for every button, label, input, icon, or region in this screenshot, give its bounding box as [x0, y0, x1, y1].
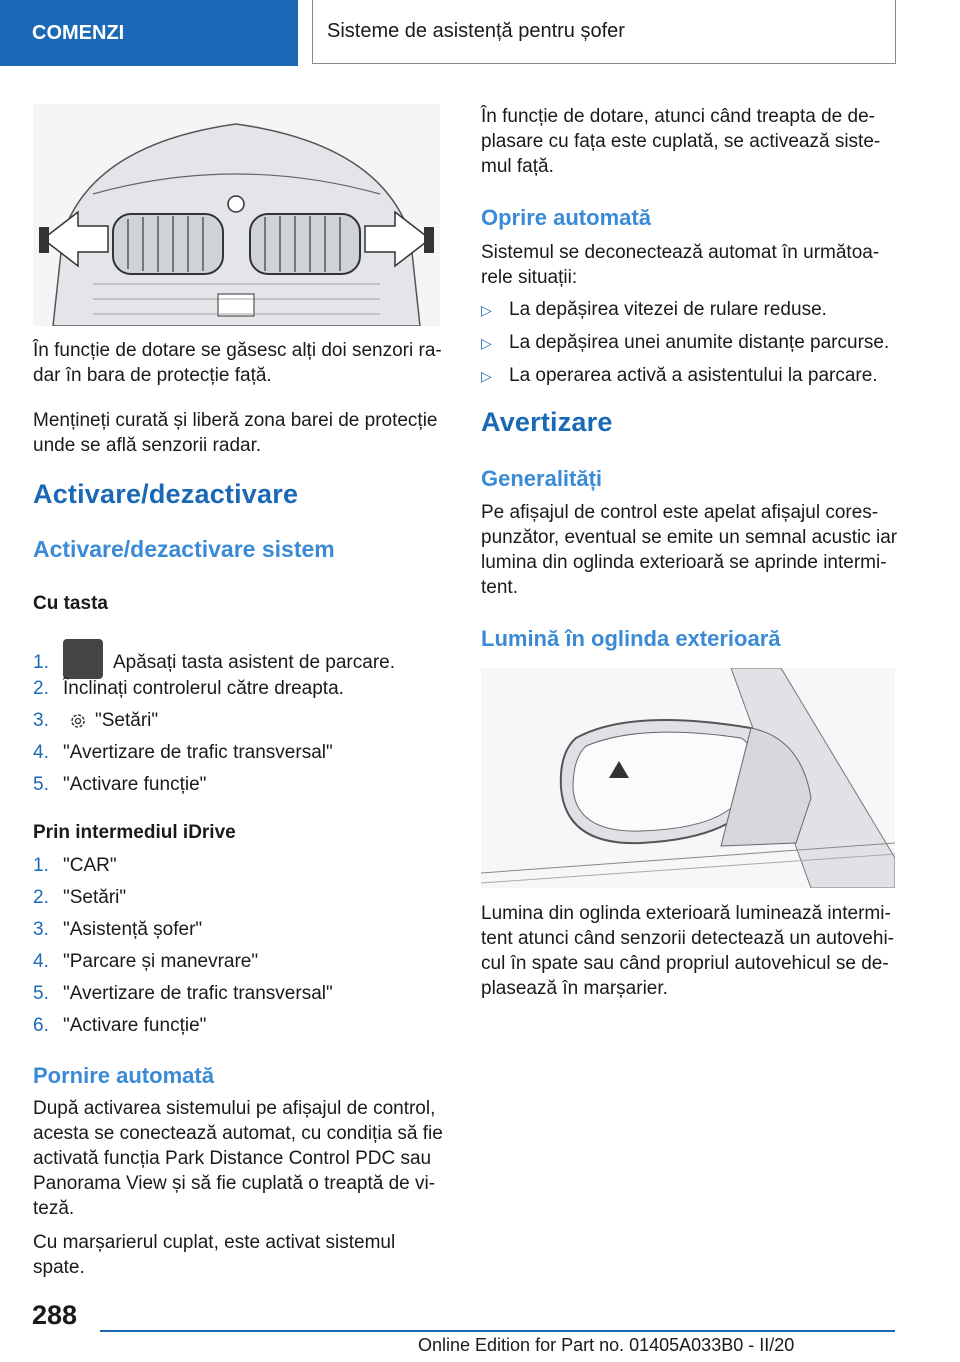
step-text: "Avertizare de trafic transversal" — [63, 742, 333, 763]
step-text: "Asistență șofer" — [63, 919, 203, 940]
heading-oprire: Oprire automată — [481, 205, 651, 230]
heading-lumina: Lumină în oglinda exterioară — [481, 626, 781, 651]
paragraph-line: punzător, eventual se emite un semnal acustic iar — [481, 527, 898, 548]
list-item — [33, 917, 202, 942]
list-item — [33, 772, 206, 797]
step-text: Înclinați controlerul către dreapta. — [63, 678, 344, 699]
paragraph-line: plasează în marșarier. — [481, 978, 668, 999]
step-text: "Activare funcție" — [63, 774, 207, 795]
step-text: "Setări" — [95, 710, 159, 731]
heading-pornire: Pornire automată — [33, 1063, 214, 1088]
step-text: "Setări" — [63, 887, 127, 908]
bullet-text: La operarea activă a asistentului la parcare. — [509, 365, 878, 386]
heading-activare: Activare/dezactivare — [33, 479, 299, 509]
bullet-item — [481, 330, 889, 356]
paragraph-line: teză. — [33, 1198, 75, 1219]
step-number: 3. — [33, 919, 49, 940]
heading-generalitati: Generalități — [481, 466, 603, 491]
paragraph-line: Pe afișajul de control este apelat afișajul cores- — [481, 502, 879, 523]
step-number: 4. — [33, 951, 49, 972]
list-item — [33, 676, 344, 701]
footer-divider — [100, 1330, 895, 1332]
step-text: "Parcare și manevrare" — [63, 951, 259, 972]
step-text: "Avertizare de trafic transversal" — [63, 983, 333, 1004]
page-number: 288 — [32, 1300, 78, 1330]
step-number: 2. — [33, 678, 49, 699]
paragraph-line: acesta se conectează automat, cu condiția să fie — [33, 1123, 443, 1144]
paragraph-line: cul în spate sau când propriul autovehicul se de- — [481, 953, 889, 974]
side-mirror-image — [481, 668, 895, 888]
heading-cu-tasta: Cu tasta — [33, 593, 108, 614]
paragraph: Mențineți curată și liberă zona barei de protecție — [33, 410, 438, 431]
paragraph-line: lumina din oglinda exterioară se aprinde intermi- — [481, 552, 887, 573]
edition-text: Online Edition for Part no. 01405A033B0 - II/20 — [418, 1335, 795, 1355]
section-tab — [0, 0, 298, 66]
chapter-title: Sisteme de asistență pentru șofer — [327, 20, 625, 42]
park-assist-button-icon — [63, 639, 103, 679]
step-number: 6. — [33, 1015, 49, 1036]
car-front-sensors-image — [33, 104, 440, 326]
paragraph-line: plasare cu fața este cuplată, se activează siste- — [481, 131, 881, 152]
list-item — [33, 708, 158, 733]
list-item — [33, 885, 126, 910]
paragraph-line: Cu marșarierul cuplat, este activat sistemul — [33, 1232, 396, 1253]
side-mirror-illustration — [481, 668, 895, 888]
paragraph-line: În funcție de dotare, atunci când treapta de de- — [481, 106, 875, 127]
step-number: 2. — [33, 887, 49, 908]
section-title: COMENZI — [32, 21, 125, 44]
paragraph-line: tent. — [481, 577, 518, 598]
paragraph: În funcție de dotare se găsesc alți doi senzori ra- — [33, 340, 442, 361]
list-item — [33, 740, 333, 765]
paragraph: unde se află senzorii radar. — [33, 435, 262, 456]
step-text: "Activare funcție" — [63, 1015, 207, 1036]
paragraph-line: activată funcția Park Distance Control PDC sau — [33, 1148, 432, 1169]
paragraph-line: tent atunci când senzorii detectează un autovehi- — [481, 928, 894, 949]
step-number: 3. — [33, 710, 49, 731]
list-item — [33, 981, 333, 1006]
heading-idrive: Prin intermediul iDrive — [33, 822, 236, 843]
list-item — [33, 1013, 206, 1038]
step-number: 5. — [33, 983, 49, 1004]
step-number: 1. — [33, 855, 49, 876]
step-text: "CAR" — [63, 855, 117, 876]
step-number: 1. — [33, 652, 49, 674]
paragraph-line: Panorama View și să fie cuplată o treaptă de vi- — [33, 1173, 436, 1194]
bullet-triangle-icon: ▷ — [481, 302, 492, 318]
paragraph-line: Lumina din oglinda exterioară luminează intermi- — [481, 903, 891, 924]
bullet-text: La depășirea vitezei de rulare reduse. — [509, 299, 827, 320]
paragraph-line: rele situații: — [481, 267, 578, 288]
bullet-item — [481, 297, 827, 323]
bullet-triangle-icon: ▷ — [481, 335, 492, 351]
paragraph-line: Sistemul se deconectează automat în următoa- — [481, 242, 880, 263]
paragraph-line: mul față. — [481, 156, 554, 177]
paragraph-line: spate. — [33, 1257, 85, 1278]
step-text: Apăsați tasta asistent de parcare. — [113, 652, 395, 674]
step-number: 5. — [33, 774, 49, 795]
paragraph-line: După activarea sistemului pe afișajul de control, — [33, 1098, 436, 1119]
bullet-triangle-icon: ▷ — [481, 368, 492, 384]
chapter-header — [312, 0, 896, 64]
bullet-text: La depășirea unei anumite distanțe parcurse. — [509, 332, 890, 353]
bullet-item — [481, 363, 878, 389]
list-item — [33, 853, 117, 878]
list-item — [33, 949, 258, 974]
gear-icon — [69, 712, 87, 730]
paragraph: dar în bara de protecție față. — [33, 365, 272, 386]
heading-avertizare: Avertizare — [481, 407, 613, 437]
car-front-illustration — [33, 104, 440, 326]
heading-activare-sistem: Activare/dezactivare sistem — [33, 536, 335, 562]
step-number: 4. — [33, 742, 49, 763]
